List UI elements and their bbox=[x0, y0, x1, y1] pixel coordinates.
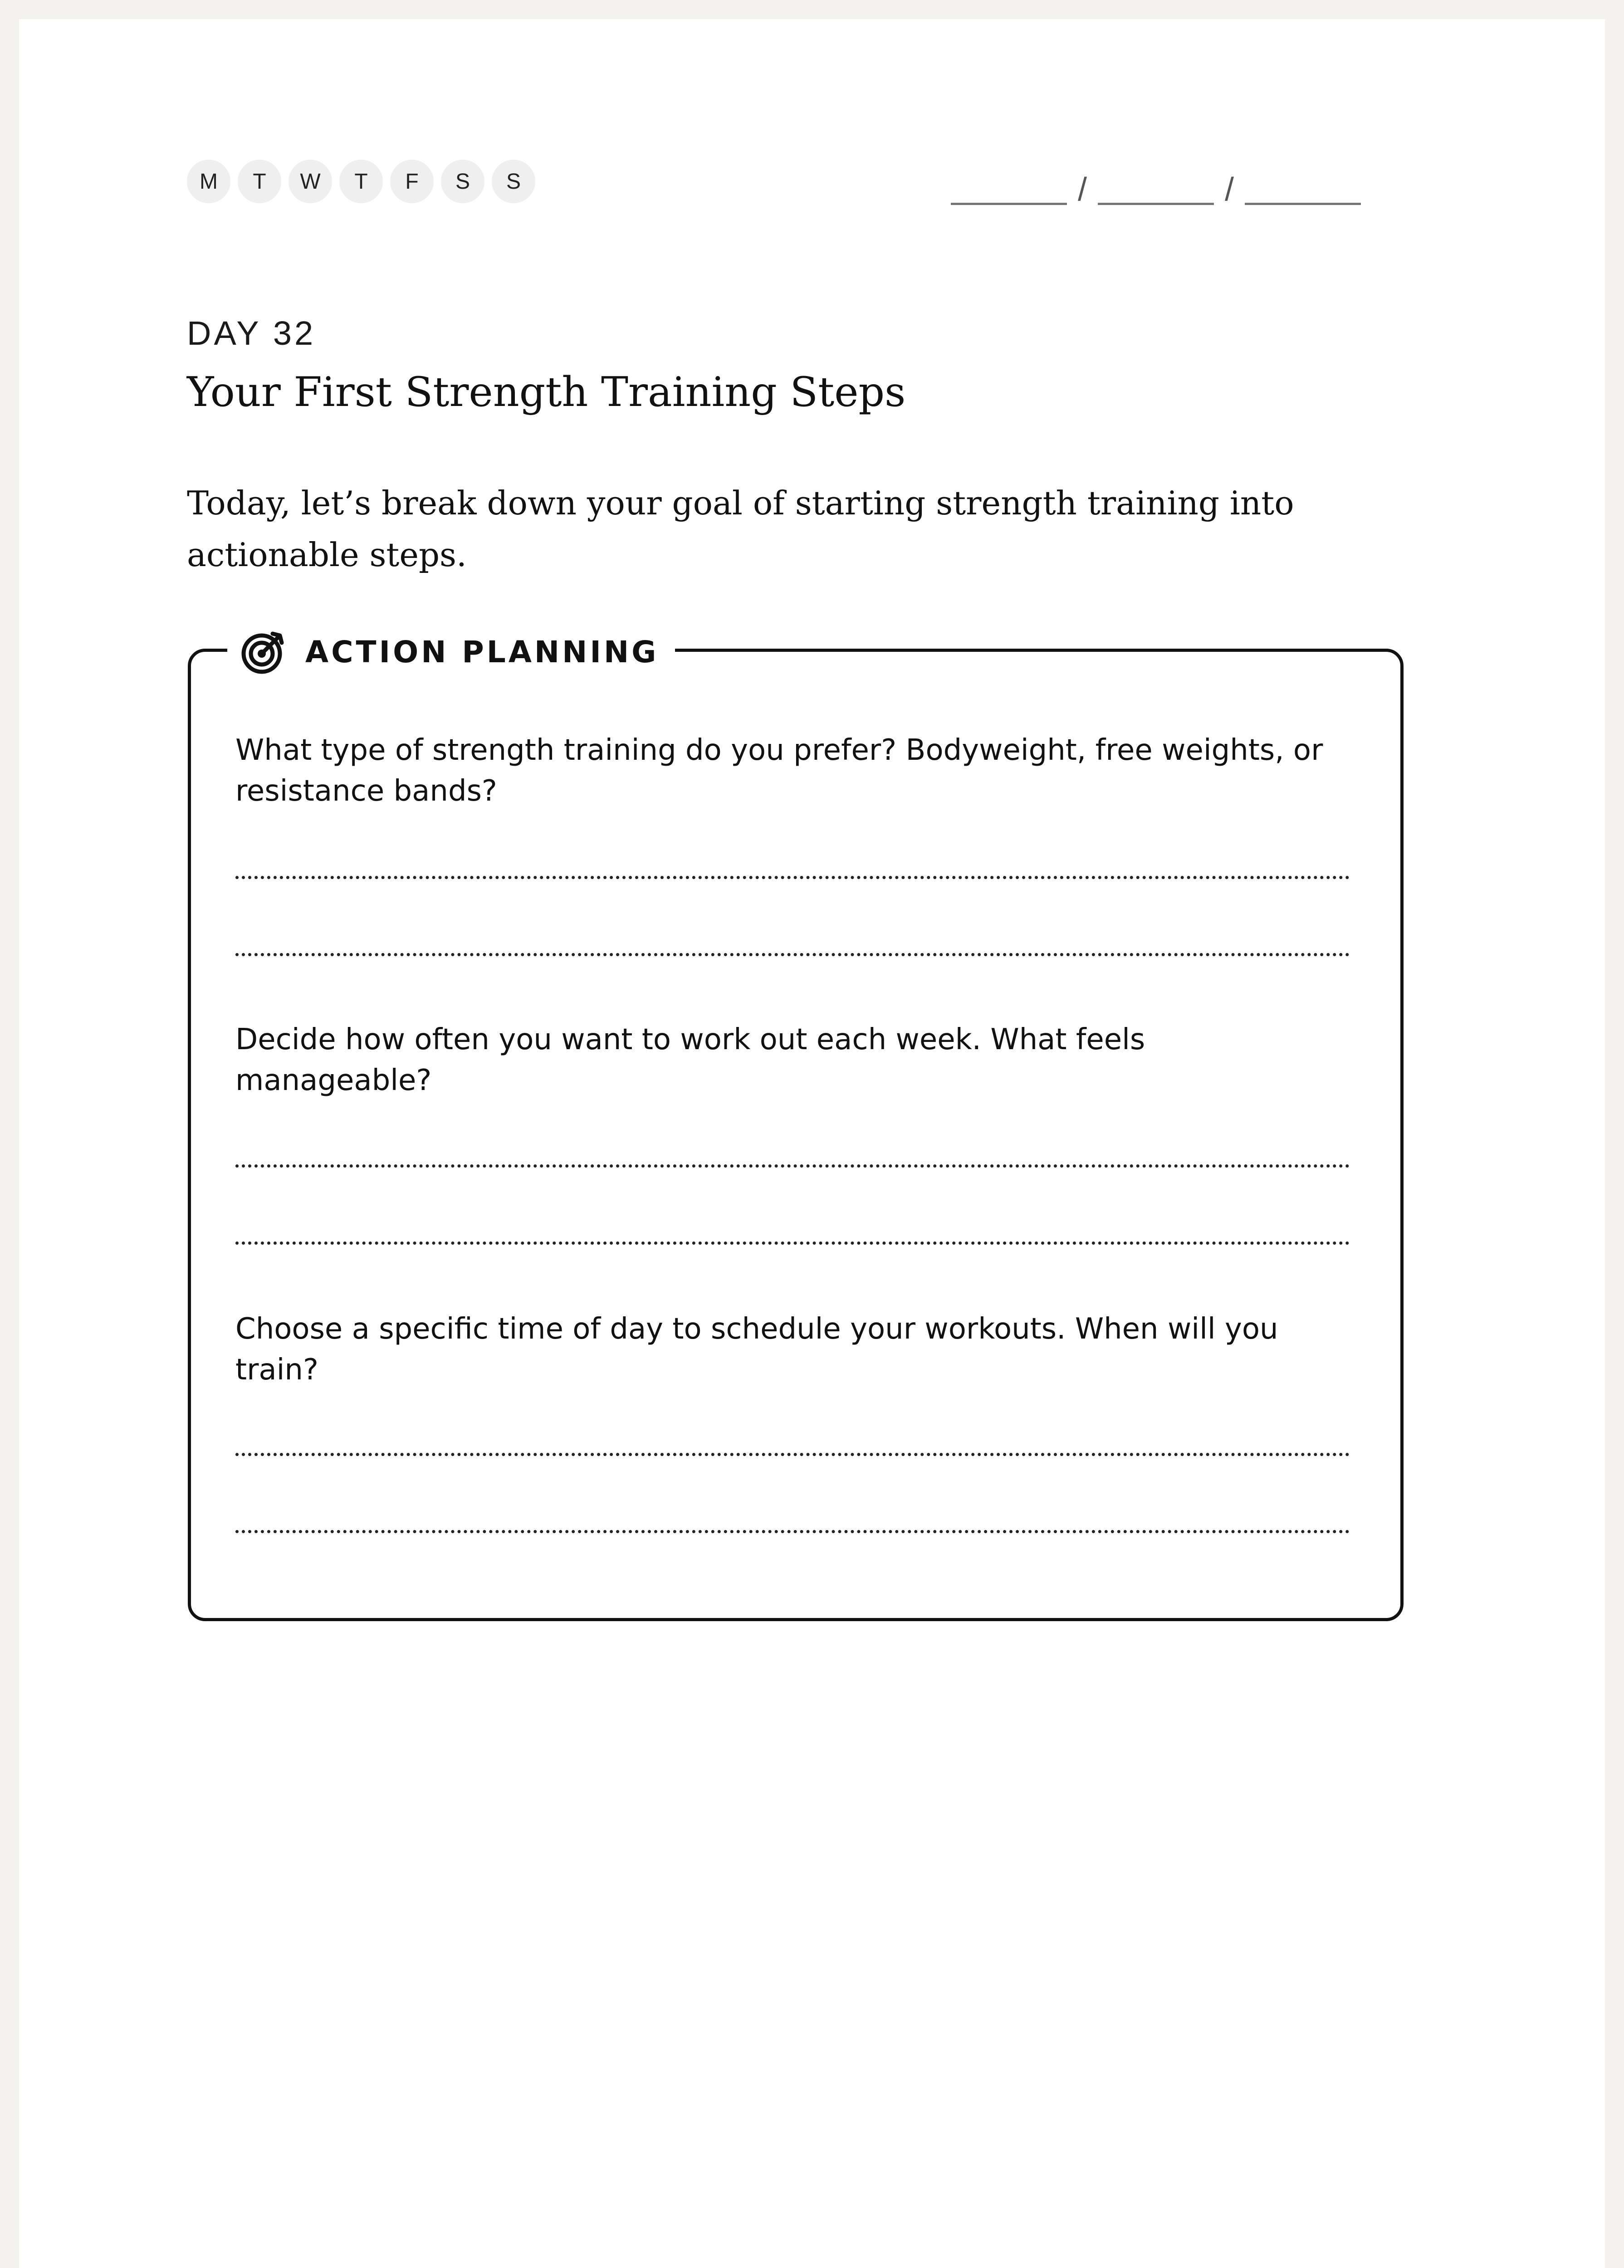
weekday-tuesday[interactable]: T bbox=[238, 160, 281, 203]
weekday-monday[interactable]: M bbox=[187, 160, 230, 203]
page-title: Your First Strength Training Steps bbox=[187, 368, 906, 416]
intro-text: Today, let’s break down your goal of starting strength training into actionable steps. bbox=[187, 484, 1294, 574]
question-1: What type of strength training do you prefer? Bodyweight, free weights, or resistance bands? bbox=[235, 733, 1323, 808]
answer-line-1b[interactable] bbox=[235, 953, 1350, 956]
date-separator: / bbox=[1225, 171, 1234, 208]
weekday-thursday[interactable]: T bbox=[339, 160, 383, 203]
action-planning-panel bbox=[188, 634, 1404, 1621]
answer-line-2b[interactable] bbox=[235, 1242, 1350, 1245]
section-legend bbox=[227, 625, 675, 679]
date-year-blank[interactable] bbox=[1245, 203, 1361, 205]
date-field bbox=[951, 160, 1361, 214]
weekday-friday[interactable]: F bbox=[390, 160, 434, 203]
answer-line-2a[interactable] bbox=[235, 1164, 1350, 1168]
question-2: Decide how often you want to work out each week. What feels manageable? bbox=[235, 1023, 1145, 1097]
answer-line-3b[interactable] bbox=[235, 1530, 1350, 1533]
weekday-selector bbox=[187, 160, 535, 203]
date-month-blank[interactable] bbox=[951, 203, 1067, 205]
journal-page bbox=[19, 19, 1605, 2268]
day-label: DAY 32 bbox=[187, 314, 316, 352]
weekday-wednesday[interactable]: W bbox=[289, 160, 332, 203]
section-title: ACTION PLANNING bbox=[305, 634, 659, 670]
weekday-saturday[interactable]: S bbox=[441, 160, 484, 203]
weekday-sunday[interactable]: S bbox=[492, 160, 535, 203]
target-icon bbox=[240, 628, 287, 675]
question-3: Choose a specific time of day to schedule your workouts. When will you train? bbox=[235, 1312, 1278, 1387]
answer-line-1a[interactable] bbox=[235, 876, 1350, 879]
answer-line-3a[interactable] bbox=[235, 1453, 1350, 1456]
date-day-blank[interactable] bbox=[1098, 203, 1214, 205]
date-separator: / bbox=[1078, 171, 1087, 208]
